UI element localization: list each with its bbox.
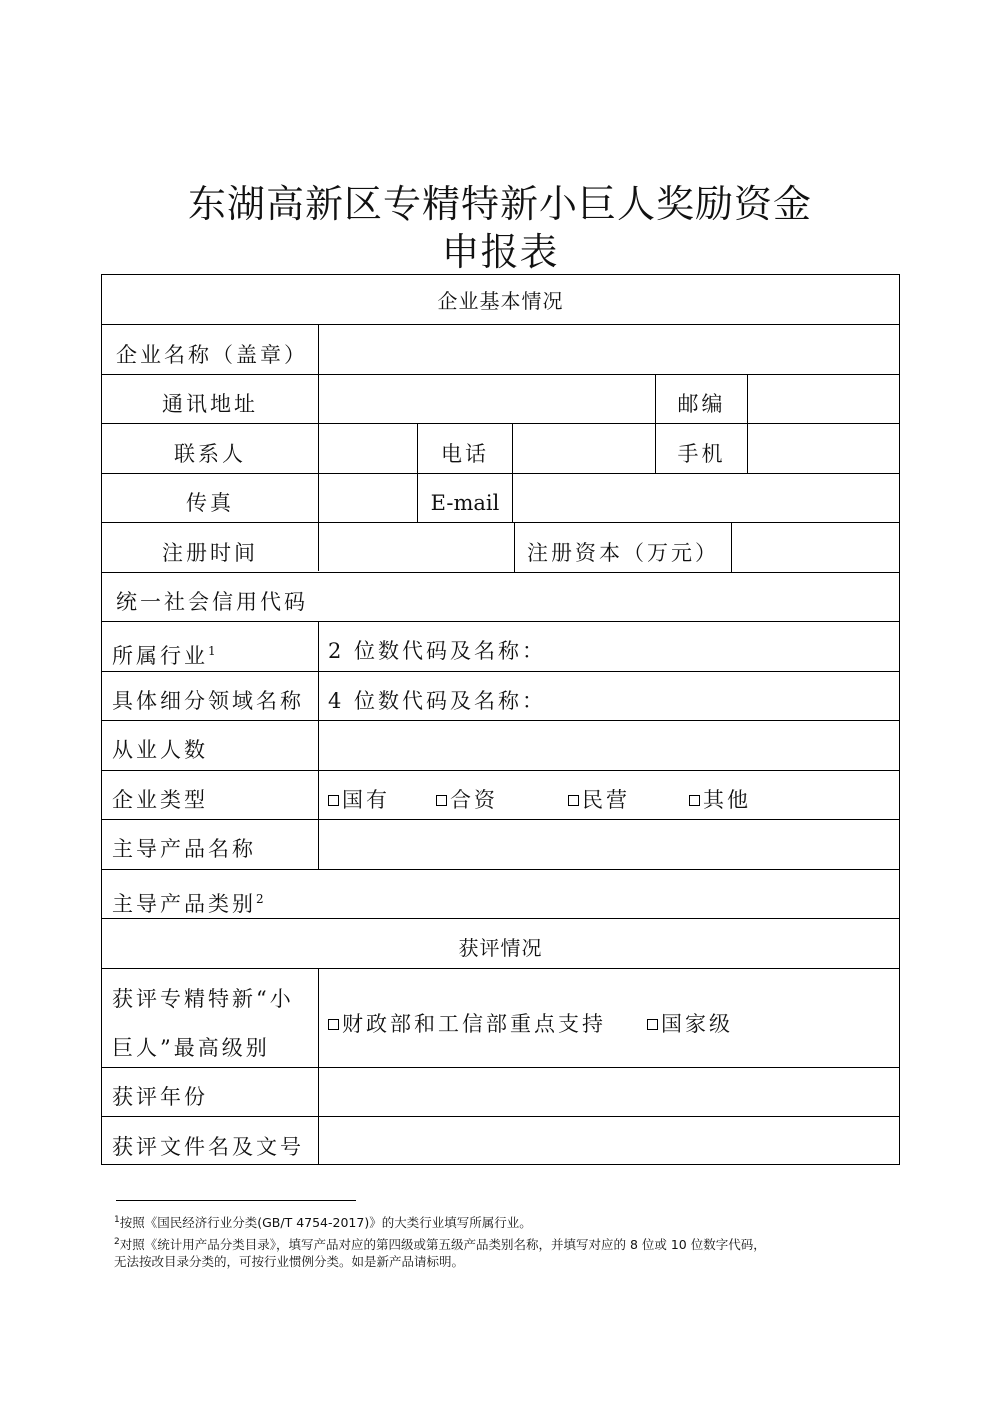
row-divider <box>102 770 899 771</box>
reg-capital-label: 注册资本（万元） <box>527 541 719 565</box>
reg-time-field[interactable] <box>319 523 513 571</box>
checkbox-icon[interactable] <box>568 795 579 806</box>
award-level-label-line1: 获评专精特新“小 <box>112 987 294 1011</box>
subfield-label: 具体细分领域名称 <box>112 689 304 713</box>
row-divider <box>102 918 899 919</box>
company-type-option-jv[interactable]: 合资 <box>436 786 498 814</box>
company-type-option-state[interactable]: 国有 <box>328 786 390 814</box>
employees-field[interactable] <box>319 721 899 769</box>
checkbox-icon[interactable] <box>328 795 339 806</box>
footnote-1: $^1$按照《国民经济行业分类(GB/T 4754-2017)》的大类行业填写所属行业。 <box>114 1215 532 1231</box>
phone-field[interactable] <box>513 424 654 472</box>
industry-value-prompt[interactable]: 2 位数代码及名称： <box>328 639 547 663</box>
row-divider <box>102 968 899 969</box>
checkbox-icon[interactable] <box>647 1019 658 1030</box>
email-label: E-mail <box>430 491 500 515</box>
row-divider <box>102 621 899 622</box>
postcode-label: 邮编 <box>677 392 726 416</box>
fax-field[interactable] <box>319 474 416 522</box>
reg-time-label: 注册时间 <box>162 541 258 565</box>
page-title: 东湖高新区专精特新小巨人奖励资金 <box>187 182 812 226</box>
address-label: 通讯地址 <box>162 392 258 416</box>
award-level-option-mof[interactable]: 财政部和工信部重点支持 <box>328 1010 606 1038</box>
award-year-field[interactable] <box>319 1068 899 1116</box>
product-category-field[interactable] <box>319 870 899 918</box>
footnote-separator <box>116 1200 356 1201</box>
credit-code-field[interactable] <box>319 573 899 621</box>
checkbox-icon[interactable] <box>689 795 700 806</box>
reg-capital-field[interactable] <box>732 523 899 571</box>
award-level-option-national[interactable]: 国家级 <box>647 1010 733 1038</box>
company-type-option-other[interactable]: 其他 <box>689 786 751 814</box>
checkbox-icon[interactable] <box>328 1019 339 1030</box>
award-doc-field[interactable] <box>319 1117 899 1164</box>
footnote-2: $^2$对照《统计用产品分类目录》，填写产品对应的第四级或第五级产品类别名称，并填写对应的 8 位或 10 位数字代码， <box>114 1237 766 1253</box>
mobile-label: 手机 <box>677 442 726 466</box>
company-name-label: 企业名称（盖章） <box>116 343 308 367</box>
phone-label: 电话 <box>441 442 489 466</box>
contact-label: 联系人 <box>174 442 246 466</box>
main-product-field[interactable] <box>319 820 899 868</box>
footnote-ref-2: 2 <box>256 892 264 906</box>
page-subtitle: 申报表 <box>441 230 559 274</box>
section-basic-info: 企业基本情况 <box>437 289 564 313</box>
checkbox-icon[interactable] <box>436 795 447 806</box>
credit-code-label: 统一社会信用代码 <box>116 590 308 614</box>
footnote-2-cont: 无法按改目录分类的，可按行业惯例分类。如是新产品请标明。 <box>114 1254 465 1269</box>
address-field[interactable] <box>319 375 654 423</box>
subfield-value-prompt[interactable]: 4 位数代码及名称： <box>328 689 547 713</box>
email-field[interactable] <box>513 474 899 522</box>
award-level-label-line2: 巨人”最高级别 <box>112 1036 270 1060</box>
company-type-option-private[interactable]: 民营 <box>568 786 630 814</box>
award-year-label: 获评年份 <box>112 1085 208 1109</box>
employees-label: 从业人数 <box>112 738 208 762</box>
mobile-field[interactable] <box>748 424 899 472</box>
postcode-field[interactable] <box>748 375 899 423</box>
row-divider <box>102 671 899 672</box>
contact-field[interactable] <box>319 424 416 472</box>
main-product-label: 主导产品名称 <box>112 837 256 861</box>
award-doc-label: 获评文件名及文号 <box>112 1135 304 1159</box>
application-form-table <box>101 274 900 1165</box>
section-award-info: 获评情况 <box>458 936 543 960</box>
footnote-ref-1: 1 <box>208 644 216 658</box>
product-category-label: 主导产品类别$^2$ <box>112 892 264 916</box>
company-name-field[interactable] <box>319 325 899 373</box>
fax-label: 传真 <box>186 491 234 515</box>
industry-label: 所属行业$^1$ <box>112 644 216 668</box>
company-type-label: 企业类型 <box>112 788 208 812</box>
